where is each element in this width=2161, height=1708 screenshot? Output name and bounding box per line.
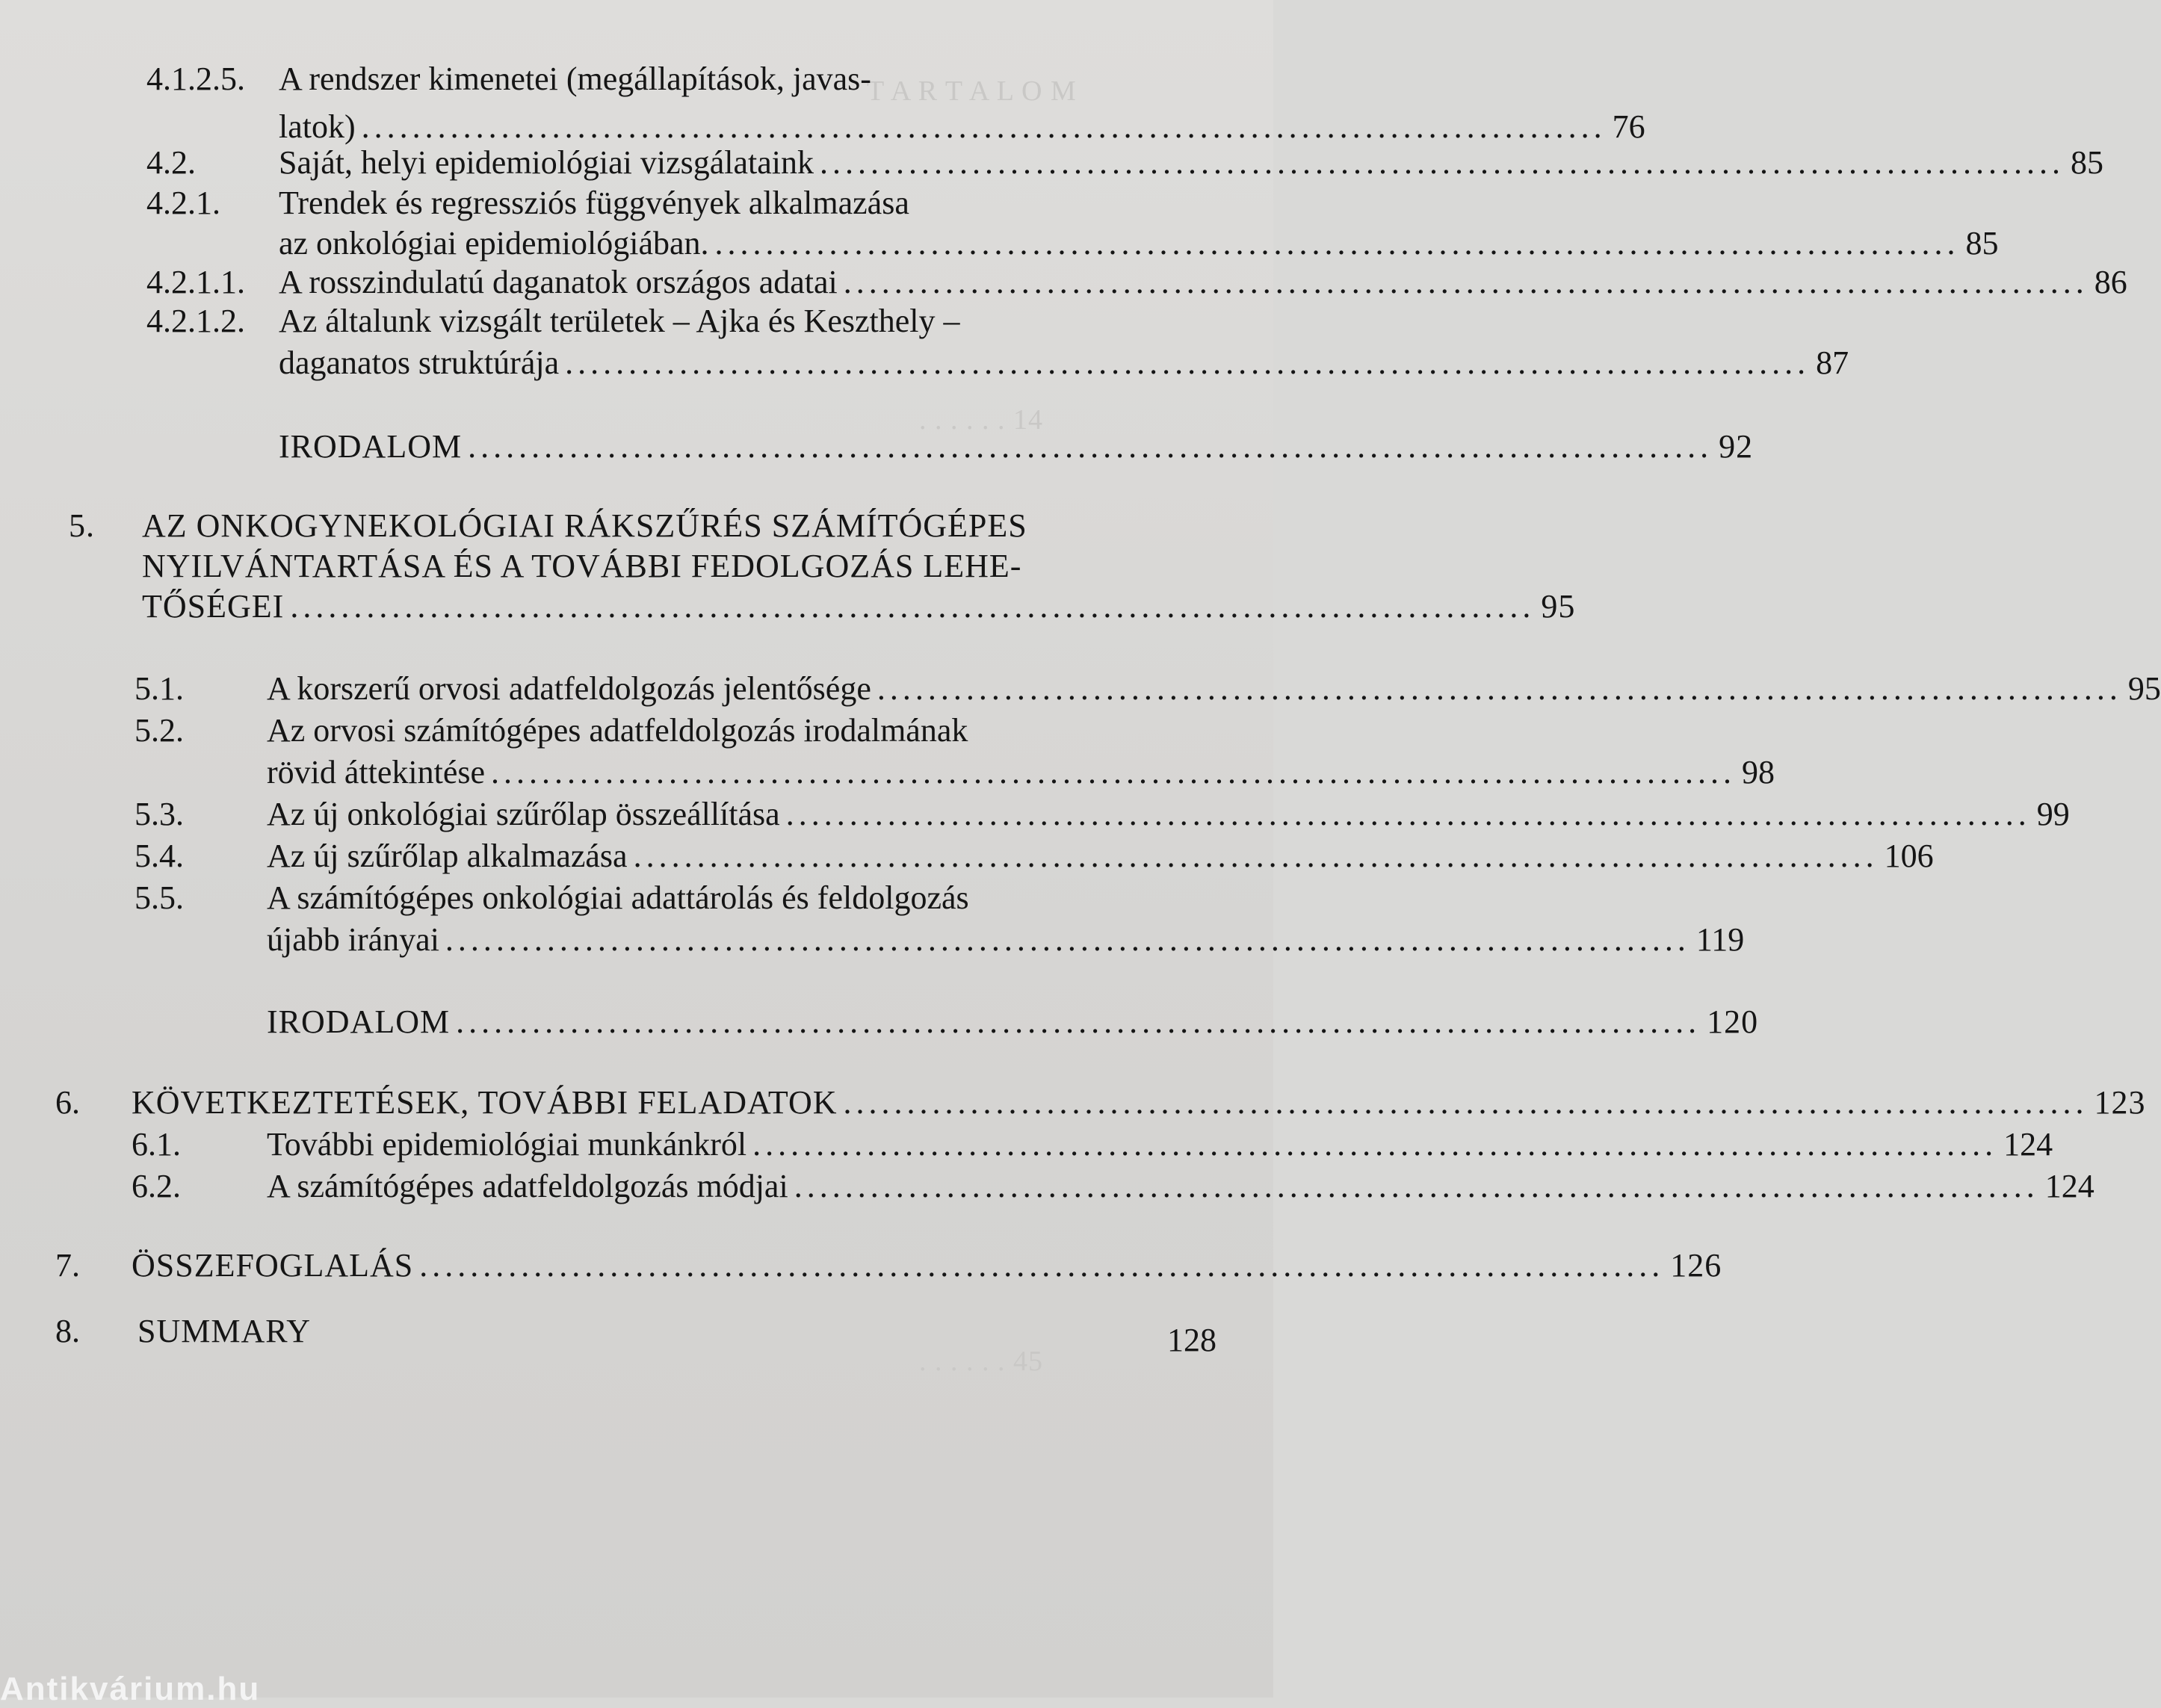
entry-title: SUMMARY [137, 1313, 311, 1349]
entry-leader-line [267, 920, 1745, 959]
entry-number: 4.2.1. [146, 185, 220, 221]
entry-title-continuation: rövid áttekintése [267, 754, 486, 790]
entry-number: 8. [55, 1313, 80, 1349]
entry-title-continuation: latok) [279, 108, 356, 145]
entry-title-continuation: az onkológiai epidemiológiában. [279, 225, 709, 262]
dot-leader: .................................................................................................. [843, 1084, 2089, 1121]
page-number: 87 [1816, 344, 1849, 381]
dot-leader: .................................................................................................. [456, 1003, 1701, 1040]
entry-title: Trendek és regressziós függvények alkalmazása [279, 185, 909, 221]
page-number: 124 [2044, 1168, 2094, 1204]
dot-leader: .................................................................................................. [633, 838, 1879, 874]
entry-leader-line [267, 837, 1934, 876]
entry-title: A korszerű orvosi adatfeldolgozás jelentősége [267, 670, 871, 707]
bleed-through-text: . . . . . . 14 [919, 404, 1043, 436]
toc-entry-4-2 [0, 143, 2104, 182]
entry-leader-line [279, 143, 2104, 182]
dot-leader: .................................................................................................. [752, 1126, 1998, 1163]
entry-title: AZ ONKOGYNEKOLÓGIAI RÁKSZŰRÉS SZÁMÍTÓGÉPES [142, 507, 1027, 544]
toc-entry-5 [0, 507, 1576, 626]
entry-number: 5. [69, 507, 95, 544]
page-number: 86 [2094, 264, 2127, 300]
toc-entry-5-1 [0, 669, 2161, 708]
entry-number: 5.4. [135, 838, 184, 874]
toc-entry-6 [0, 1083, 2146, 1122]
page-number: 95 [2127, 670, 2161, 707]
page-number: 85 [1965, 225, 1999, 262]
entry-title: Az új onkológiai szűrőlap összeállítása [267, 796, 780, 832]
entry-number: 6.2. [132, 1168, 181, 1204]
dot-leader: .................................................................................................. [445, 921, 1690, 958]
page-number: 106 [1884, 838, 1934, 874]
dot-leader: .................................................................................................. [877, 670, 2122, 707]
entry-leader-line [267, 669, 2161, 708]
entry-leader-line [132, 1246, 1722, 1285]
entry-leader-line [279, 344, 1849, 383]
page-number: 99 [2036, 796, 2070, 832]
bleed-through-text: T A R T A L O M [867, 75, 1077, 107]
entry-title: IRODALOM [267, 1003, 451, 1040]
page-number: 76 [1612, 108, 1645, 145]
dot-leader: .................................................................................................. [714, 225, 1960, 262]
entry-number: 5.2. [135, 712, 184, 749]
entry-leader-line [267, 795, 2070, 834]
entry-leader-line [279, 427, 1754, 466]
toc-entry-irodalom-4 [0, 427, 1754, 466]
page-number: 98 [1742, 754, 1775, 790]
entry-number: 5.3. [135, 796, 184, 832]
toc-entry-4-2-1-2 [0, 302, 1849, 381]
entry-leader-line [267, 1125, 2053, 1164]
entry-title: KÖVETKEZTETÉSEK, TOVÁBBI FELADATOK [132, 1084, 838, 1121]
page-number: 126 [1670, 1247, 1722, 1284]
dot-leader: .................................................................................................. [820, 144, 2065, 181]
toc-entry-6-1 [0, 1125, 2053, 1164]
entry-number: 4.2. [146, 144, 196, 181]
entry-number: 7. [55, 1247, 80, 1284]
dot-leader: .................................................................................................. [565, 344, 1811, 381]
entry-title: A rosszindulatú daganatok országos adatai [279, 264, 838, 300]
entry-title-continuation: daganatos struktúrája [279, 344, 560, 381]
entry-title: A rendszer kimenetei (megállapítások, javas- [279, 61, 871, 97]
watermark-text: Antikvárium.hu [0, 1671, 261, 1707]
entry-number: 5.1. [135, 670, 184, 707]
dot-leader: .................................................................................................. [419, 1247, 1665, 1284]
entry-title: Az orvosi számítógépes adatfeldolgozás irodalmának [267, 712, 968, 749]
dot-leader: .................................................................................................. [468, 428, 1713, 465]
entry-title: Az általunk vizsgált területek – Ajka és Keszthely – [279, 303, 960, 339]
toc-entry-4-2-1 [0, 184, 1999, 262]
page-number: 124 [2003, 1126, 2053, 1163]
toc-entry-8 [0, 1312, 1273, 1364]
entry-leader-line [267, 753, 1775, 792]
entry-number: 6.1. [132, 1126, 181, 1163]
toc-entry-5-3 [0, 795, 2070, 834]
dot-leader: .................................................................................................. [785, 796, 2031, 832]
dot-leader: .................................................................................................. [361, 108, 1607, 145]
entry-number: 4.2.1.2. [146, 303, 245, 339]
toc-entry-6-2 [0, 1167, 2094, 1206]
entry-leader-line [279, 224, 1999, 263]
bleed-through-text: . . . . . . 45 [919, 1346, 1043, 1377]
entry-number: 4.2.1.1. [146, 264, 245, 300]
entry-title: Az új szűrőlap alkalmazása [267, 838, 628, 874]
toc-entry-irodalom-5 [0, 1003, 1759, 1042]
dot-leader: .................................................................................................. [843, 264, 2089, 300]
entry-leader-line [279, 263, 2127, 302]
entry-leader-line [279, 108, 1645, 146]
page-number: 123 [2094, 1084, 2146, 1121]
page-number: 119 [1695, 921, 1745, 958]
toc-entry-4-1-2-5 [0, 60, 1645, 145]
toc-entry-5-2 [0, 711, 1775, 790]
entry-title: Saját, helyi epidemiológiai vizsgálataink [279, 144, 814, 181]
page-number: 128 [1167, 1322, 1216, 1358]
toc-entry-5-4 [0, 837, 1934, 876]
entry-title-continuation: újabb irányai [267, 921, 439, 958]
toc-entry-4-2-1-1 [0, 263, 2127, 302]
entry-number: 6. [55, 1084, 80, 1121]
page-number: 85 [2071, 144, 2104, 181]
entry-title: IRODALOM [279, 428, 463, 465]
toc-entry-7 [0, 1246, 1722, 1285]
entry-title: A számítógépes onkológiai adattárolás és feldolgozás [267, 879, 969, 916]
entry-leader-line [267, 1003, 1759, 1042]
entry-title: További epidemiológiai munkánkról [267, 1126, 747, 1163]
dot-leader: .................................................................................................. [794, 1168, 2039, 1204]
entry-title-continuation: TŐSÉGEI [142, 588, 285, 625]
entry-leader-line [132, 1083, 2146, 1122]
toc-entry-5-5 [0, 879, 1745, 958]
entry-leader-line [267, 1167, 2094, 1206]
entry-number: 4.1.2.5. [146, 61, 245, 97]
dot-leader: .................................................................................................. [290, 588, 1536, 625]
page-number: 92 [1719, 428, 1754, 465]
entry-leader-line [142, 587, 1576, 626]
page-number: 120 [1707, 1003, 1759, 1040]
entry-title: ÖSSZEFOGLALÁS [132, 1247, 414, 1284]
entry-title: A számítógépes adatfeldolgozás módjai [267, 1168, 788, 1204]
entry-number: 5.5. [135, 879, 184, 916]
dot-leader: .................................................................................................. [491, 754, 1737, 790]
page-number: 95 [1541, 588, 1576, 625]
entry-title-line-2: NYILVÁNTARTÁSA ÉS A TOVÁBBI FEDOLGOZÁS LEHE- [142, 548, 1022, 584]
